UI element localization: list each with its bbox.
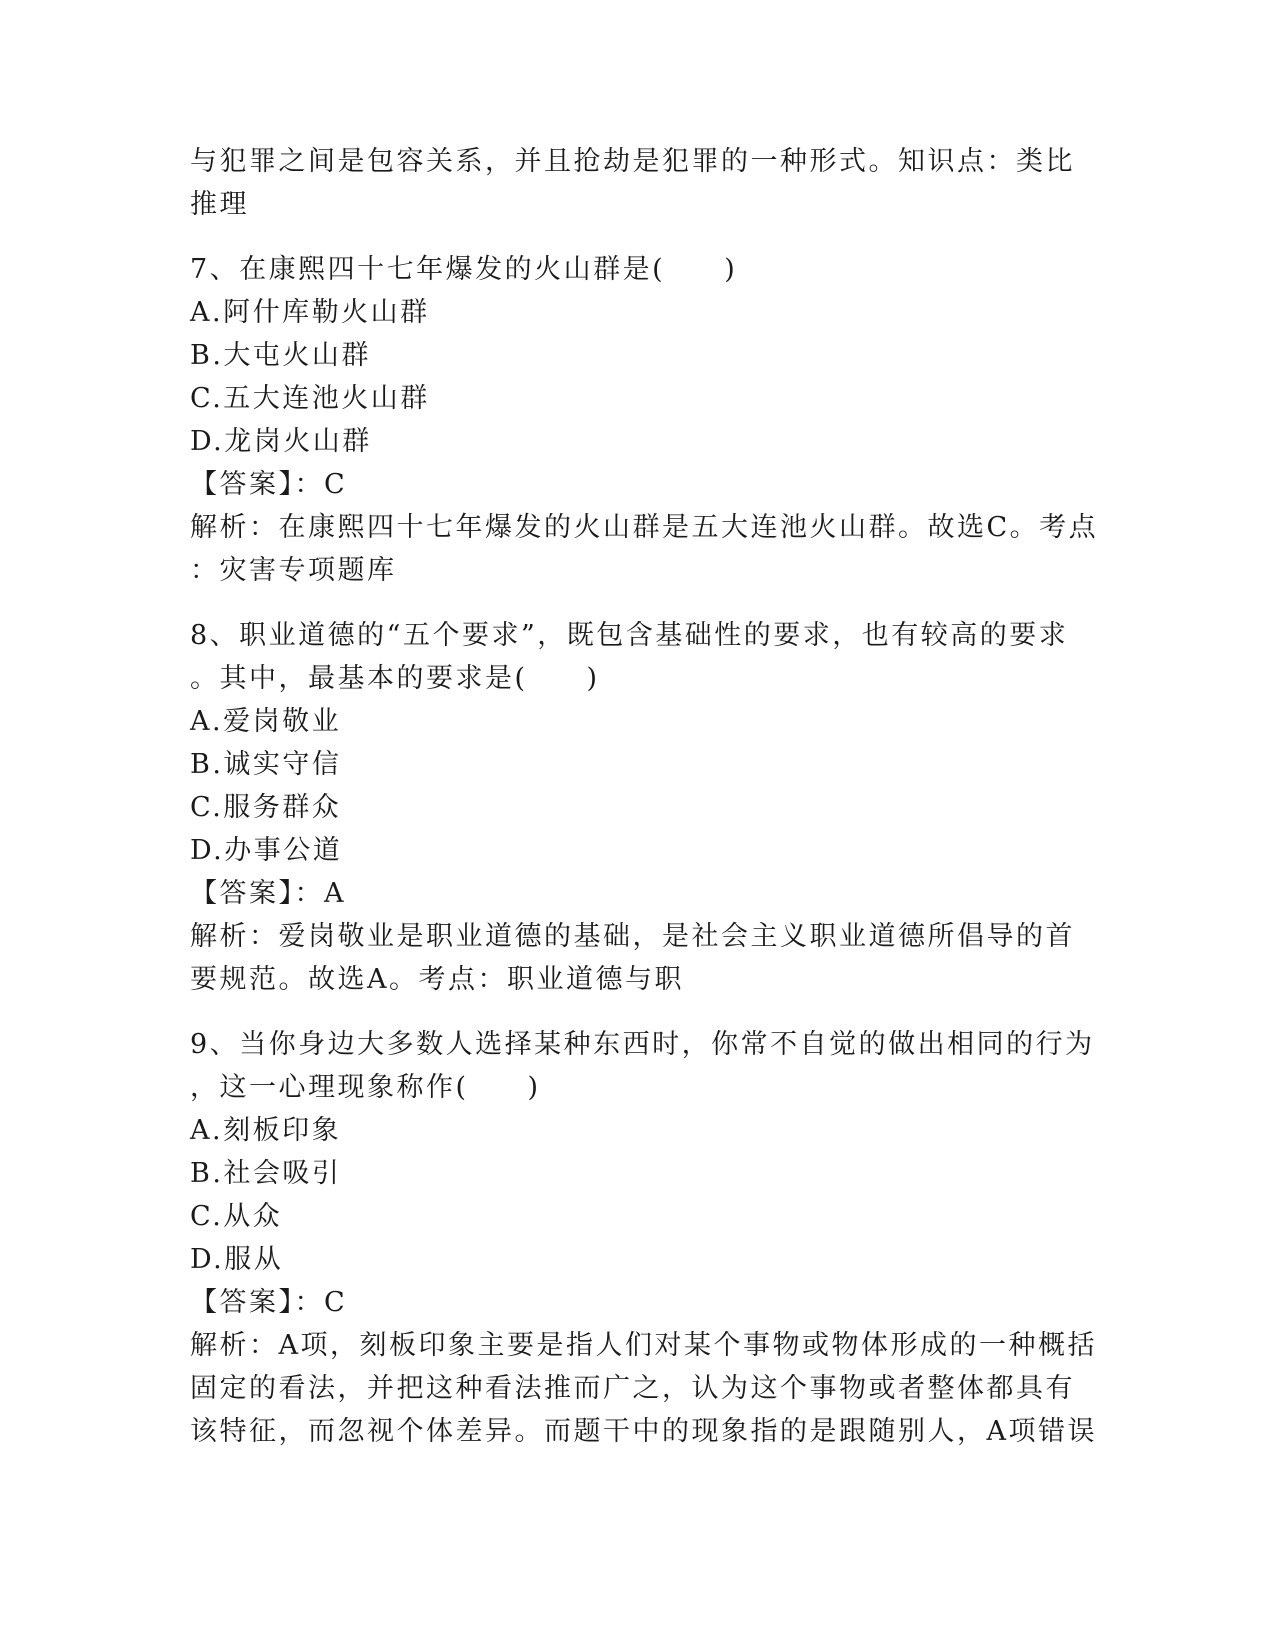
question-7 xyxy=(190,248,1099,592)
question-9 xyxy=(190,1023,1097,1453)
question-stem: 9、当你身边大多数人选择某种东西时，你常不自觉的做出相同的行为 xyxy=(190,1029,1095,1060)
option-d: D.服从 xyxy=(190,1244,284,1275)
analysis-line: 固定的看法，并把这种看法推而广之，认为这个事物或者整体都具有 xyxy=(190,1373,1075,1404)
question-stem: 。其中，最基本的要求是( ) xyxy=(190,663,600,694)
analysis-line: 要规范。故选A。考点：职业道德与职 xyxy=(190,964,684,995)
answer-line: 【答案】：A xyxy=(190,878,346,909)
document-page xyxy=(190,140,1099,1453)
analysis-line: 该特征，而忽视个体差异。而题干中的现象指的是跟随别人，A项错误 xyxy=(190,1416,1097,1447)
intro-line: 推理 xyxy=(190,189,249,220)
option-a: A.爱岗敬业 xyxy=(190,706,342,737)
intro-block xyxy=(190,140,1090,226)
option-c: C.从众 xyxy=(190,1201,283,1232)
answer-line: 【答案】：C xyxy=(190,1287,348,1318)
option-b: B.社会吸引 xyxy=(190,1158,342,1189)
option-c: C.五大连池火山群 xyxy=(190,383,430,414)
analysis-line: 解析：A项，刻板印象主要是指人们对某个事物或物体形成的一种概括 xyxy=(190,1330,1097,1361)
option-d: D.办事公道 xyxy=(190,835,343,866)
option-c: C.服务群众 xyxy=(190,792,342,823)
question-stem: 8、职业道德的“五个要求”，既包含基础性的要求，也有较高的要求 xyxy=(190,620,1069,651)
analysis-line: ：灾害专项题库 xyxy=(190,555,397,586)
option-b: B.大屯火山群 xyxy=(190,340,371,371)
question-8 xyxy=(190,614,1090,1001)
intro-line: 与犯罪之间是包容关系，并且抢劫是犯罪的一种形式。知识点：类比 xyxy=(190,146,1075,177)
analysis-line: 解析：爱岗敬业是职业道德的基础，是社会主义职业道德所倡导的首 xyxy=(190,921,1075,952)
analysis-line: 解析：在康熙四十七年爆发的火山群是五大连池火山群。故选C。考点 xyxy=(190,512,1099,543)
option-b: B.诚实守信 xyxy=(190,749,342,780)
question-stem: 7、在康熙四十七年爆发的火山群是( ) xyxy=(190,254,738,285)
answer-line: 【答案】：C xyxy=(190,469,348,500)
option-d: D.龙岗火山群 xyxy=(190,426,372,457)
question-stem: ，这一心理现象称作( ) xyxy=(190,1072,541,1103)
option-a: A.阿什库勒火山群 xyxy=(190,297,430,328)
option-a: A.刻板印象 xyxy=(190,1115,342,1146)
